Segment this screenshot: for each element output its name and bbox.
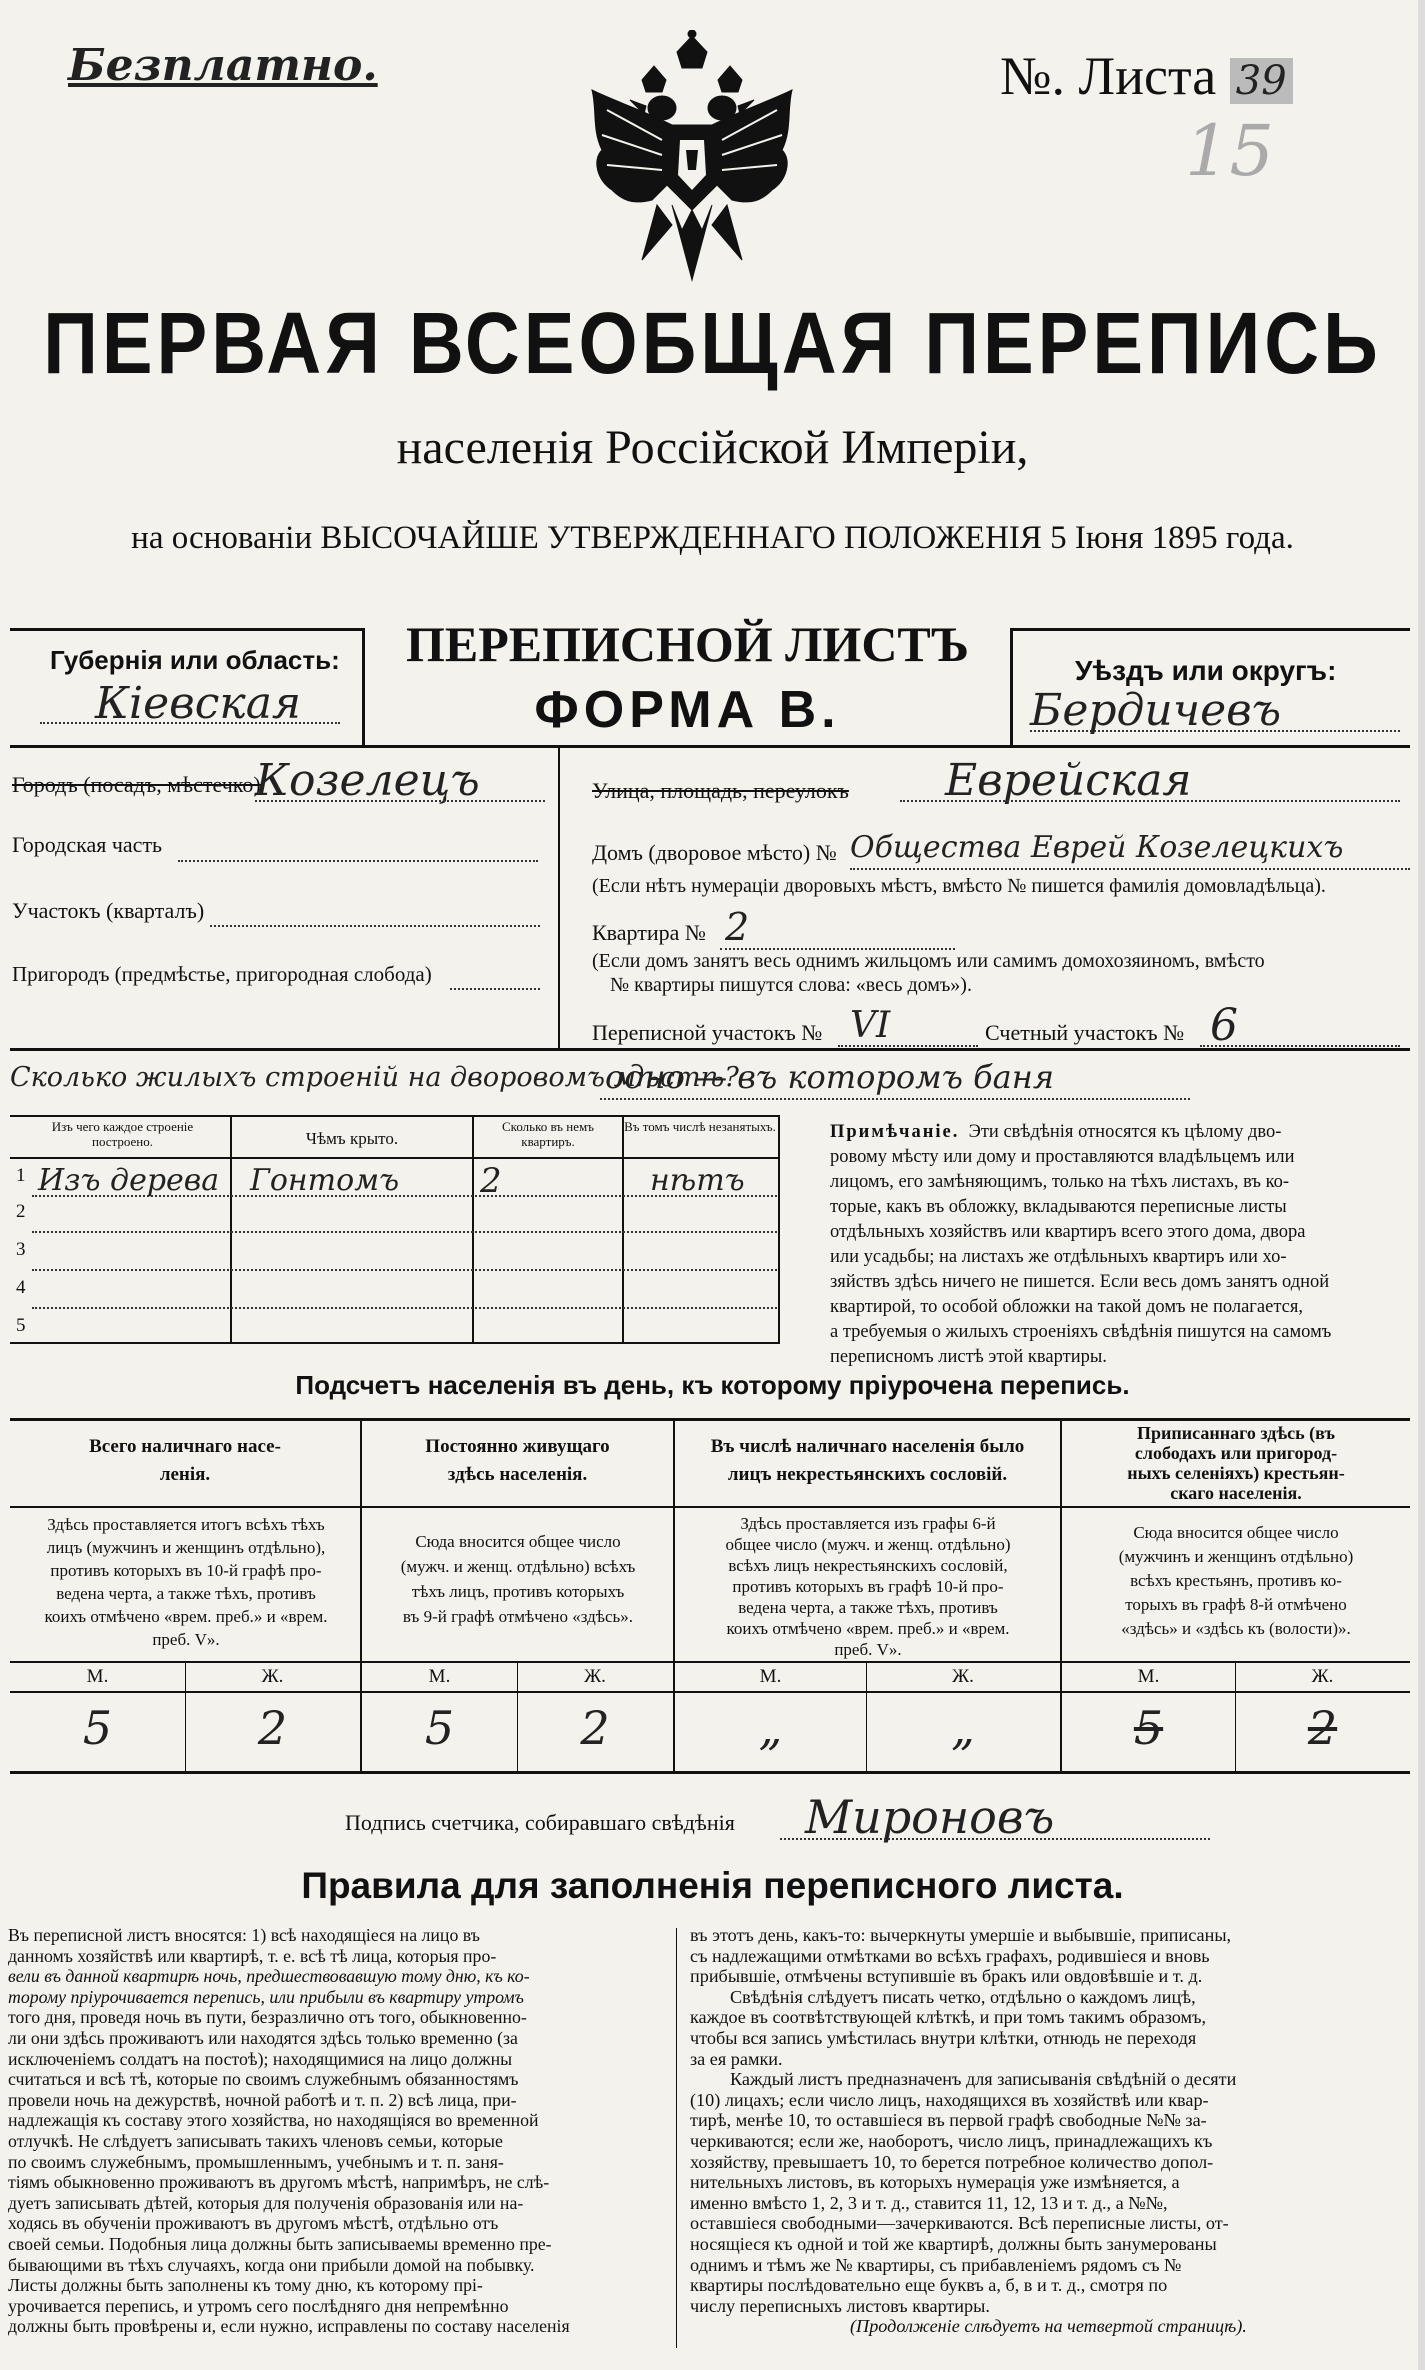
rules-left-l3: вели въ данной квартирѣ ночь, предшествовавшую тому дню, къ ко- [8,1966,530,1987]
sheet-number-label [1000,45,1293,107]
pt-col1-f-value: 2 [257,1701,288,1755]
pt-col4-desc-l3: всѣхъ крестьянъ, противъ ко- [1130,1571,1342,1590]
bt-row1-vacant: нѣтъ [650,1163,745,1198]
house-line [850,868,1410,870]
sheet-label: №. Листа [1000,46,1217,106]
bt-row-line-3 [32,1269,777,1271]
census-basis: на основаніи ВЫСОЧАЙШЕ УТВЕРЖДЕННАГО ПОЛОЖЕНІЯ 5 Іюня 1895 года. [131,520,1294,556]
rules-left-l19: урочивается перепись, и утромъ сего послѣдняго дня непремѣнно [8,2295,509,2316]
note-line-0-text: Эти свѣдѣнія относятся къ цѣлому дво- [968,1122,1282,1142]
city-part-line [178,860,538,862]
pt-col3-desc-l7: преб. V». [834,1640,902,1659]
form-top-rule-left [10,628,365,631]
form-top-rule-right [1010,628,1410,631]
suburb-label: Пригородъ (предмѣстье, пригородная слобода) [12,962,432,986]
pt-col3-f-label: Ж. [952,1666,974,1687]
census-district-label: Переписной участокъ № [592,1020,823,1045]
pt-col1-header-l2: ленія. [159,1464,211,1485]
rules-left-column [8,1925,668,2337]
province-line [40,722,340,724]
pt-col1-header [10,1433,360,1489]
apartment-label: Квартира № [592,920,706,945]
imperial-eagle-emblem [572,30,812,290]
pt-col2-m-value: 5 [424,1701,455,1755]
rules-left-l13: тіямъ обыкновенно проживаютъ въ другомъ мѣстѣ, напримѣръ, не слѣ- [8,2172,550,2193]
census-district-line [838,1045,978,1047]
rules-right-l20: (Продолженіе слѣдуетъ на четвертой страницѣ). [850,2316,1247,2337]
district-value: Бердичевъ [1030,685,1282,736]
address-bottom-rule [10,1048,1410,1051]
street-value: Еврейская [945,755,1192,806]
note-line-7: квартирой, то особой обложки на такой домъ не полагается, [830,1297,1303,1317]
rules-column-divider [676,1928,677,2348]
rules-left-l7: исключеніемъ солдатъ на постоѣ); находящимися на лицо должны [8,2048,513,2069]
bt-row-num-5: 5 [16,1315,26,1336]
pt-col2-desc-l4: въ 9-й графѣ отмѣчено «здѣсь». [402,1607,634,1626]
pt-col2-f-label: Ж. [584,1666,606,1687]
rules-left-l20: должны быть провѣрены и, если нужно, исправлены по составу населенія [8,2316,570,2337]
rules-right-l12: хозяйству, превышаетъ 10, то берется потребное количество допол- [690,2151,1214,2172]
bt-header-material: Изъ чего каждое строеніе построено. [51,1119,194,1149]
rules-left-l16: своей семьи. Подобныя лица должны быть записываемы временно пре- [8,2233,552,2254]
pt-col3-desc-l2: общее число (мужч. и женщ. отдѣльно) [725,1535,1011,1554]
rules-right-column [690,1925,1415,2337]
pt-col1-desc-l5: коихъ отмѣчено «врем. преб.» и «врем. [44,1607,328,1626]
pt-col3-desc-l4: противъ которыхъ въ графѣ 10-й про- [732,1577,1004,1596]
note-line-9: переписномъ листѣ этой квартиры. [830,1347,1107,1367]
census-subtitle: населенія Россійской Имперіи, [396,421,1029,474]
note-line-5: или усадьбы; на листахъ же отдѣльныхъ квартиръ или хо- [830,1247,1287,1267]
rules-right-l17: однимъ и тѣмъ же № квартиры, съ прибавленіемъ рядомъ съ № [690,2254,1182,2275]
free-label: Безплатно. [68,40,378,91]
rules-left-l14: дуетъ записывать дѣтей, которыя для полученія образованія или на- [8,2192,524,2213]
house-value: Общества Еврей Козелецкихъ [850,830,1344,865]
rules-left-l4: торому пріурочивается перепись, или прибыли въ квартиру утромъ [8,1986,524,2007]
rules-left-l17: бывающими въ тѣхъ случаяхъ, когда они прибыли домой на побывку. [8,2254,535,2275]
pt-col2-header-l1: Постоянно живущаго [425,1436,610,1457]
pt-desc-rule [10,1661,1410,1663]
bt-row-num-4: 4 [16,1277,26,1298]
pt-col1-desc-l4: ведена черта, а также тѣхъ, противъ [56,1584,316,1603]
rules-right-l7: за ея рамки. [690,2048,783,2069]
pt-col4-header-l3: ныхъ селеніяхъ) крестьян- [1127,1463,1345,1483]
pt-col4-header-l2: слободахъ или пригород- [1134,1443,1338,1463]
form-vert-right [1010,628,1013,745]
rules-left-l5: того дня, проведя ночь въ пути, безразлично отъ того, обыкновенно- [8,2007,527,2028]
pt-col2-desc-l2: (мужч. и женщ. отдѣльно) всѣхъ [400,1557,636,1576]
count-district-label: Счетный участокъ № [985,1020,1185,1045]
pt-col4-m-label: М. [1137,1666,1160,1687]
form-name: ПЕРЕПИСНОЙ ЛИСТЪ [405,616,970,672]
form-type: ФОРМА В. [534,681,841,739]
census-main-title: ПЕРВАЯ ВСЕОБЩАЯ ПЕРЕПИСЬ [43,294,1382,393]
pt-col1-header-l1: Всего наличнаго насе- [89,1436,281,1457]
district-line [1030,730,1400,732]
rules-right-l1: въ этотъ день, какъ-то: вычеркнуты умершіе и выбывшіе, приписаны, [690,1925,1232,1945]
pt-col3-desc-l3: всѣхъ лицъ некрестьянскихъ сословій, [728,1556,1008,1575]
house-note: (Если нѣтъ нумераціи дворовыхъ мѣстъ, вмѣсто № пишется фамилія домовладѣльца). [592,875,1326,897]
scan-edge [1418,0,1425,2370]
pt-col4-desc-l4: торыхъ въ графѣ 8-й отмѣчено [1125,1595,1347,1614]
pt-col4-desc-l1: Сюда вносится общее число [1133,1523,1339,1542]
pt-col2-header [362,1433,673,1489]
rules-left-l12: по своимъ служебнымъ, промышленнымъ, учебнымъ и т. п. заня- [8,2151,504,2172]
bt-row-line-2 [32,1231,777,1233]
bt-header-rule [10,1157,780,1159]
pt-col3-desc-l6: коихъ отмѣчено «врем. преб.» и «врем. [726,1619,1010,1638]
pt-col3-header-l1: Въ числѣ наличнаго населенія было [710,1436,1025,1457]
rules-right-l18: квартиры послѣдовательно еще буквъ а, б, в и т. д., смотря по [690,2275,1168,2296]
note-line-6: зяйствъ здѣсь ничего не пишется. Если весь домъ занятъ одной [830,1272,1330,1292]
pt-col1-f-label: Ж. [261,1666,284,1687]
bt-row-num-3: 3 [16,1239,26,1260]
precinct-label: Участокъ (кварталъ) [12,898,205,923]
rules-right-l10: тирѣ, менѣе 10, то оставшіеся въ первой графѣ свободные №№ за- [690,2110,1207,2131]
apartment-value: 2 [725,905,750,949]
pt-mf-rule [10,1691,1410,1693]
bt-header-vacant: Въ томъ числѣ незанятыхъ. [624,1119,776,1134]
signature-line [780,1838,1210,1840]
rules-right-l2: съ надлежащими отмѣтками во всѣхъ графахъ, родившіеся и вновь [690,1945,1210,1966]
pt-col3-m-label: М. [759,1666,782,1687]
form-mid-rule [10,745,1410,748]
rules-right-l3: прибывшіе, отмѣчены вступившіе въ бракъ или овдовѣвшіе и т. д. [690,1966,1203,1987]
house-label: Домъ (дворовое мѣсто) № [592,840,837,865]
pt-col4-desc-l5: «здѣсь» и «здѣсь къ (волости)». [1121,1619,1351,1638]
rules-left-l1: Въ переписной листъ вносятся: 1) всѣ находящіеся на лицо въ [8,1925,480,1945]
buildings-question: Сколько жилыхъ строеній на дворовомъ мѣстѣ? [10,1062,739,1093]
bt-row-num-2: 2 [16,1201,26,1222]
pt-col3-header [675,1433,1060,1489]
pt-col4-header-l4: скаго населенія. [1170,1483,1302,1503]
pt-col2-desc-l1: Сюда вносится общее число [415,1532,621,1551]
note-line-4: отдѣльныхъ хозяйствъ или квартиръ всего этого дома, двора [830,1222,1306,1242]
rules-left-l10: надлежащія къ составу этого хозяйства, но находящіяся во временной [8,2110,539,2131]
bt-row-num-1: 1 [16,1165,26,1186]
pt-col4-f-value: 2 [1307,1701,1338,1755]
street-line [900,800,1400,802]
pt-col4-desc [1065,1521,1407,1641]
census-district-value: VI [850,1005,891,1046]
rules-left-l8: считаться и всѣ тѣ, которые по своимъ служебнымъ обязанностямъ [8,2069,519,2090]
note-line-1: ровому мѣсту или дому и проставляются владѣльцемъ или [830,1147,1295,1167]
pt-col1-desc [14,1513,358,1651]
note-line-8: а требуемыя о жилыхъ строеніяхъ свѣдѣнія пишутся на самомъ [830,1322,1332,1342]
address-vert-rule [558,748,560,1048]
district-label: Уѣздъ или округъ: [1075,655,1337,686]
count-district-value: 6 [1210,1000,1238,1051]
rules-right-l11: черкиваются; если же, наоборотъ, число лицъ, принадлежащихъ къ [690,2130,1213,2151]
pt-col1-m-label: М. [86,1666,109,1687]
rules-left-l18: Листы должны быть заполнены къ тому дню, къ которому прі- [8,2275,483,2296]
note-line-3: торые, какъ въ обложку, вкладываются переписные листы [830,1197,1287,1217]
sheet-number: 39 [1230,58,1293,104]
pt-col1-desc-l1: Здѣсь проставляется итогъ всѣхъ тѣхъ [47,1515,325,1534]
pt-col1-desc-l2: лицъ (мужчинъ и женщинъ отдѣльно), [46,1538,326,1557]
rules-left-l11: отлучкѣ. Не слѣдуетъ записывать такихъ членовъ семьи, которые [8,2130,503,2151]
pt-col1-desc-l3: противъ которыхъ въ 10-й графѣ про- [50,1561,322,1580]
city-part-label: Городская часть [12,832,163,857]
rules-left-l2: данномъ хозяйствѣ или квартирѣ, т. е. всѣ тѣ лица, которыя про- [8,1945,497,1966]
rules-right-l9: (10) лицахъ; если число лицъ, находящихся въ хозяйствѣ или квар- [690,2089,1209,2110]
province-label: Губернія или область: [50,645,340,675]
apartment-note-1: (Если домъ занятъ весь однимъ жильцомъ или самимъ домохозяиномъ, вмѣсто [592,950,1265,972]
rules-left-l6: ли они здѣсь проживаютъ или находятся здѣсь только временно (за [8,2027,518,2048]
rules-right-l8: Каждый листъ предназначенъ для записыванія свѣдѣній о десяти [730,2069,1237,2090]
buildings-table [10,1115,780,1344]
city-value: Козелецъ [255,755,480,806]
signature-value: Мироновъ [805,1790,1055,1844]
bt-col-div-4 [778,1117,780,1342]
city-label-text: Городъ (посадъ, мѣстечко) [12,772,261,797]
pt-col2-desc-l3: тѣхъ лицъ, противъ которыхъ [411,1582,625,1601]
note-title: Примѣчаніе. [830,1122,960,1142]
pt-col4-header-l1: Приписаннаго здѣсь (въ [1137,1423,1335,1443]
pt-col3-f-value: „ [951,1701,975,1755]
rules-title: Правила для заполненія переписного листа. [301,1865,1124,1906]
rules-left-l9: провели ночь на дежурствѣ, ночной работѣ и т. п. 2) всѣ лица, при- [8,2089,517,2110]
suburb-line [450,988,540,990]
pt-col4-f-label: Ж. [1311,1666,1334,1687]
rules-right-l6: чтобы вся запись умѣстилась внутри клѣтки, отнюдь не переходя [690,2027,1197,2048]
buildings-answer-line [600,1098,1190,1100]
pt-col2-m-label: М. [428,1666,451,1687]
bt-header-apartments: Сколько въ немъ квартиръ. [502,1119,594,1149]
pt-col2-f-value: 2 [580,1701,610,1755]
city-label [12,772,261,798]
street-label [592,778,849,804]
apartment-note-2: № квартиры пишутся слова: «весь домъ»). [610,974,972,996]
pt-header-rule [10,1506,1410,1508]
bt-row1-roof: Гонтомъ [250,1163,400,1198]
pt-col3-desc-l1: Здѣсь проставляется изъ графы 6-й [740,1514,996,1533]
population-table [10,1418,1410,1774]
bt-row-line-4 [32,1307,777,1309]
population-title: Подсчетъ населенія въ день, къ которому пріурочена перепись. [295,1370,1130,1400]
pt-col2-desc [366,1529,670,1629]
rules-right-l14: именно вмѣсто 1, 2, 3 и т. д., ставится 11, 12, 13 и т. д., а №№, [690,2192,1168,2213]
pt-col4-m-value: 5 [1133,1701,1164,1755]
pt-col2-header-l2: здѣсь населенія. [447,1464,588,1485]
province-value: Кіевская [95,678,302,729]
street-label-text: Улица, площадь, переулокъ [592,778,849,803]
pt-col3-header-l2: лицъ некрестьянскихъ сословій. [727,1464,1008,1485]
note-line-0 [830,1120,1410,1145]
bt-header-roof: Чѣмъ крыто. [305,1129,399,1148]
bt-row1-apartments: 2 [480,1161,502,1201]
rules-right-l15: оставшіеся свободными—зачеркиваются. Всѣ переписные листы, от- [690,2213,1229,2234]
buildings-note [830,1120,1410,1370]
note-line-2: лицомъ, его замѣняющимъ, только на тѣхъ листахъ, въ ко- [830,1172,1290,1192]
pt-col3-desc-l5: ведена черта, а также тѣхъ, противъ [738,1598,998,1617]
pt-col1-m-value: 5 [82,1701,113,1755]
count-district-line [1200,1045,1400,1047]
rules-left-l15: ходясь въ обученіи проживаютъ въ другомъ мѣстѣ, отдѣльно отъ [8,2213,499,2234]
pt-col3-desc [678,1513,1058,1660]
pt-col4-header [1062,1423,1410,1503]
signature-label: Подпись счетчика, собиравшаго свѣдѣнія [345,1810,735,1835]
pt-col4-desc-l2: (мужчинъ и женщинъ отдѣльно) [1118,1547,1354,1566]
rules-right-l5: каждое въ соотвѣтствующей клѣткѣ, и при томъ такимъ образомъ, [690,2007,1207,2028]
rules-right-l13: нительныхъ листовъ, въ которыхъ нумерація уже измѣняется, а [690,2172,1180,2193]
pt-col3-m-value: „ [758,1701,783,1755]
rules-right-l16: носящіеся къ одной и той же квартирѣ, должны быть занумерованы [690,2233,1217,2254]
pt-col1-desc-l6: преб. V». [152,1630,220,1649]
city-line [255,800,545,802]
precinct-line [210,925,540,927]
corner-mark: 15 [1185,110,1275,192]
bt-row1-material: Изъ дерева [38,1163,220,1198]
buildings-answer: одно — въ которомъ баня [605,1058,1054,1096]
rules-right-l19: числу переписныхъ листовъ квартиры. [690,2295,990,2316]
rules-right-l4: Свѣдѣнія слѣдуетъ писать четко, отдѣльно о каждомъ лицѣ, [730,1986,1196,2007]
